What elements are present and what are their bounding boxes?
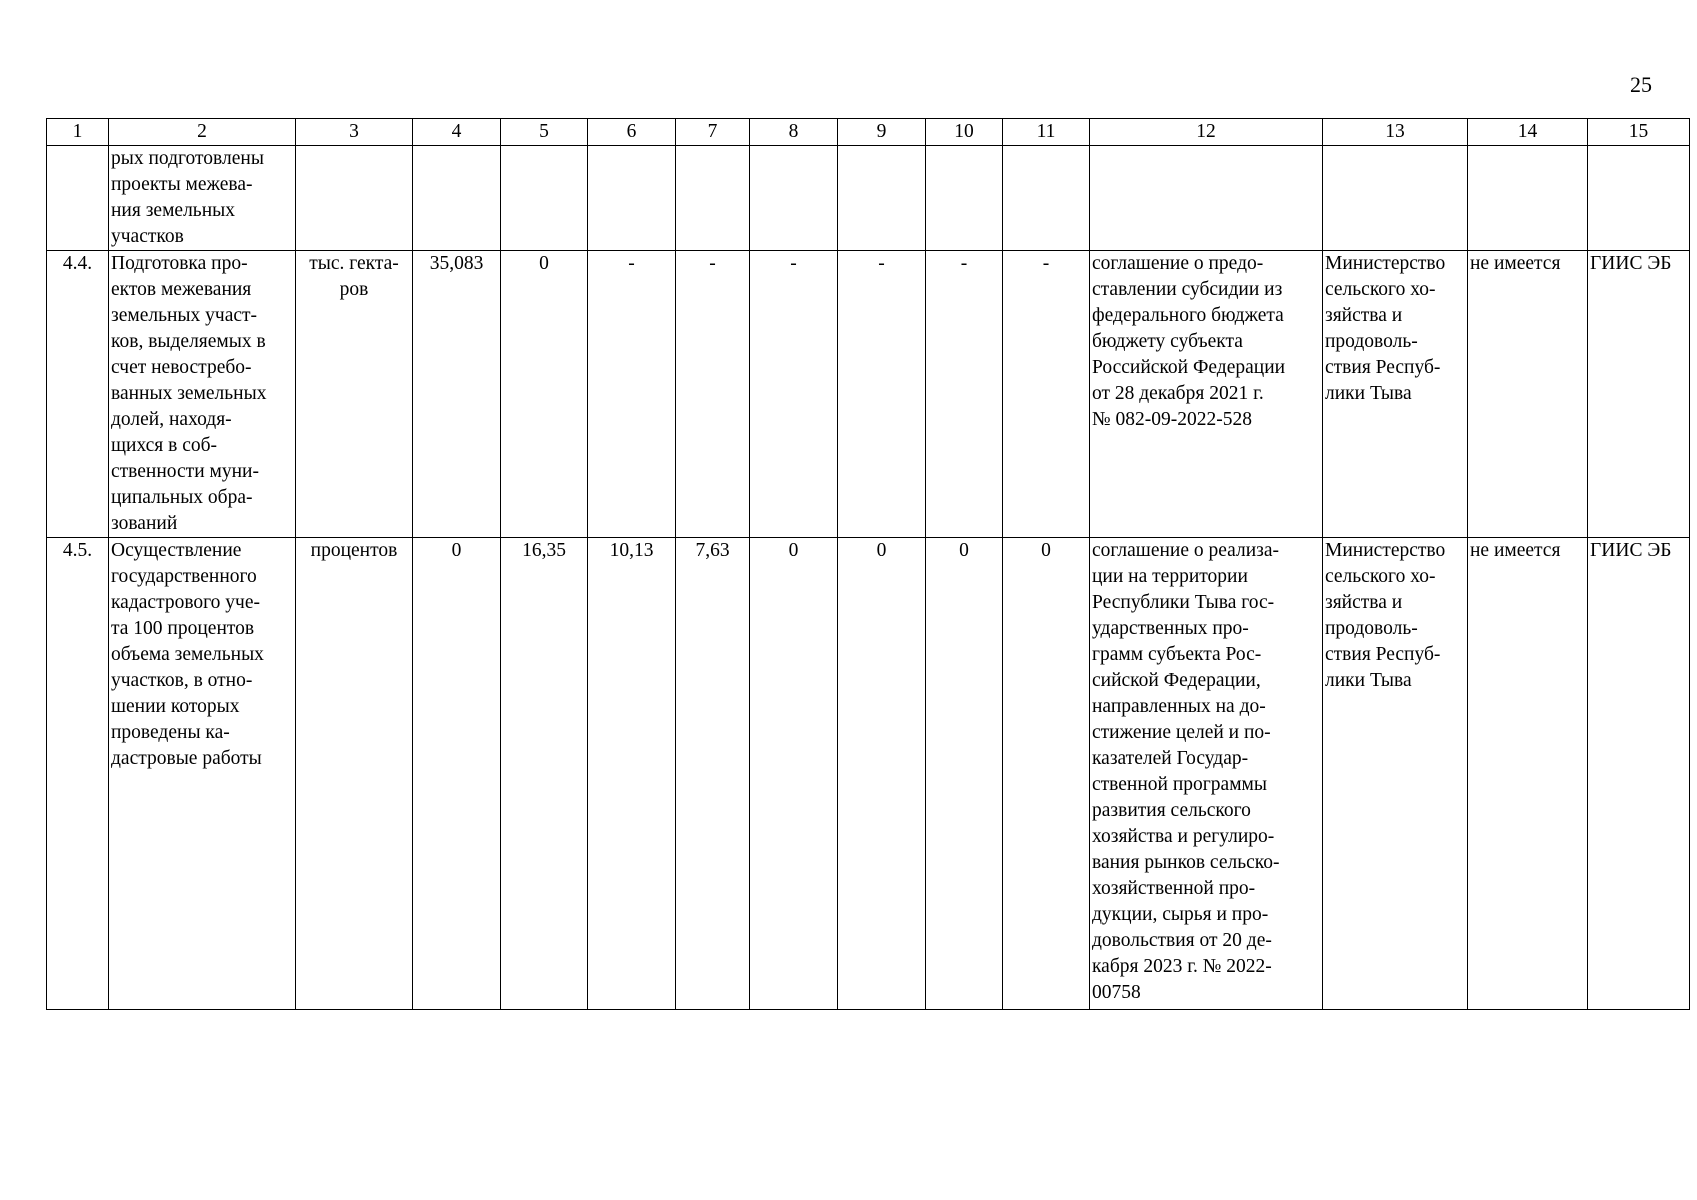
cell-line: участков	[111, 226, 184, 247]
page-number: 25	[1630, 72, 1652, 97]
cell-line: дукции, сырья и про-	[1092, 904, 1269, 925]
value-cell: -	[588, 251, 676, 538]
column-number: 1	[47, 119, 109, 146]
cell-line: зяйства и	[1325, 305, 1403, 326]
column-number: 6	[588, 119, 676, 146]
cell-line: щихся в соб-	[111, 435, 218, 456]
cell-line: Подготовка про-	[111, 253, 248, 274]
cell-line: направленных на до-	[1092, 696, 1266, 717]
cell-line: проведены ка-	[111, 722, 230, 743]
column-number: 7	[676, 119, 750, 146]
column-number: 11	[1003, 119, 1090, 146]
cell-line: 00758	[1092, 982, 1141, 1003]
cell-line: ствия Респуб-	[1325, 357, 1441, 378]
column-number: 9	[838, 119, 926, 146]
table-row	[47, 538, 1690, 1010]
cell-line: казателей Государ-	[1092, 748, 1249, 769]
document-basis	[1090, 251, 1323, 538]
indicator-name	[109, 146, 296, 251]
responsible-body	[1323, 538, 1468, 1010]
cell-line: земельных участ-	[111, 305, 258, 326]
column-number-row	[47, 119, 1690, 146]
value-cell	[413, 146, 501, 251]
cell-line: продоволь-	[1325, 618, 1418, 639]
cell-line: шении которых	[111, 696, 240, 717]
cell-line: долей, находя-	[111, 409, 232, 430]
value-cell	[926, 146, 1003, 251]
cell-line: проекты межева-	[111, 174, 253, 195]
cell-line: федерального бюджета	[1092, 305, 1284, 326]
cell-line: ципальных обра-	[111, 487, 253, 508]
cell-line: № 082-09-2022-528	[1092, 409, 1252, 430]
note-cell: не имеется	[1468, 538, 1588, 1010]
value-cell: 0	[838, 538, 926, 1010]
cell-line: хозяйства и регулиро-	[1092, 826, 1275, 847]
cell-line: процентов	[310, 540, 398, 561]
column-number: 2	[109, 119, 296, 146]
column-number: 5	[501, 119, 588, 146]
cell-line: ственной программы	[1092, 774, 1267, 795]
indicator-name	[109, 538, 296, 1010]
cell-line: рых подготовлены	[111, 148, 264, 169]
value-cell: 16,35	[501, 538, 588, 1010]
column-number: 8	[750, 119, 838, 146]
unit	[296, 538, 413, 1010]
unit	[296, 251, 413, 538]
document-basis	[1090, 146, 1323, 251]
cell-line: лики Тыва	[1325, 670, 1412, 691]
indicator-name	[109, 251, 296, 538]
cell-line: ния земельных	[111, 200, 235, 221]
table-row	[47, 146, 1690, 251]
cell-line: государственного	[111, 566, 257, 587]
cell-line: кабря 2023 г. № 2022-	[1092, 956, 1272, 977]
value-cell: 0	[750, 538, 838, 1010]
value-cell	[588, 146, 676, 251]
info-system: ГИИС ЭБ	[1588, 538, 1690, 1010]
value-cell	[838, 146, 926, 251]
cell-line: сельского хо-	[1325, 279, 1436, 300]
cell-line: зований	[111, 513, 178, 534]
table-row	[47, 251, 1690, 538]
value-cell: -	[838, 251, 926, 538]
unit	[296, 146, 413, 251]
value-cell: 0	[1003, 538, 1090, 1010]
column-number: 12	[1090, 119, 1323, 146]
column-number: 4	[413, 119, 501, 146]
cell-line: бюджету субъекта	[1092, 331, 1243, 352]
column-number: 10	[926, 119, 1003, 146]
cell-line: Республики Тыва гос-	[1092, 592, 1275, 613]
cell-line: Министерство	[1325, 540, 1446, 561]
cell-line: стижение целей и по-	[1092, 722, 1271, 743]
value-cell: 10,13	[588, 538, 676, 1010]
cell-line: хозяйственной про-	[1092, 878, 1256, 899]
value-cell: -	[750, 251, 838, 538]
cell-line: продоволь-	[1325, 331, 1418, 352]
cell-line: ставлении субсидии из	[1092, 279, 1283, 300]
value-cell: 7,63	[676, 538, 750, 1010]
info-system	[1588, 146, 1690, 251]
cell-line: сельского хо-	[1325, 566, 1436, 587]
cell-line: тыс. гекта-	[309, 253, 399, 274]
cell-line: ствия Респуб-	[1325, 644, 1441, 665]
column-number: 3	[296, 119, 413, 146]
note-cell: не имеется	[1468, 251, 1588, 538]
cell-line: ектов межевания	[111, 279, 252, 300]
cell-line: ции на территории	[1092, 566, 1248, 587]
cell-line: ственности муни-	[111, 461, 259, 482]
cell-line: Осуществление	[111, 540, 242, 561]
value-cell	[1003, 146, 1090, 251]
value-cell: 0	[413, 538, 501, 1010]
responsible-body	[1323, 146, 1468, 251]
cell-line: ударственных про-	[1092, 618, 1249, 639]
cell-line: вания рынков сельско-	[1092, 852, 1280, 873]
value-cell: 0	[501, 251, 588, 538]
cell-line: дастровые работы	[111, 748, 262, 769]
cell-line: объема земельных	[111, 644, 264, 665]
row-number: 4.4.	[47, 251, 109, 538]
value-cell: -	[676, 251, 750, 538]
row-number	[47, 146, 109, 251]
cell-line: счет невостребо-	[111, 357, 252, 378]
note-cell	[1468, 146, 1588, 251]
value-cell	[750, 146, 838, 251]
value-cell: 0	[926, 538, 1003, 1010]
cell-line: соглашение о реализа-	[1092, 540, 1279, 561]
value-cell	[501, 146, 588, 251]
cell-line: кадастрового уче-	[111, 592, 260, 613]
cell-line: та 100 процентов	[111, 618, 255, 639]
document-basis	[1090, 538, 1323, 1010]
cell-line: ванных земельных	[111, 383, 267, 404]
cell-line: сийской Федерации,	[1092, 670, 1261, 691]
value-cell: -	[1003, 251, 1090, 538]
cell-line: развития сельского	[1092, 800, 1251, 821]
cell-line: участков, в отно-	[111, 670, 253, 691]
value-cell	[676, 146, 750, 251]
value-cell: 35,083	[413, 251, 501, 538]
column-number: 13	[1323, 119, 1468, 146]
cell-line: ров	[339, 279, 369, 300]
cell-line: лики Тыва	[1325, 383, 1412, 404]
column-number: 14	[1468, 119, 1588, 146]
cell-line: ков, выделяемых в	[111, 331, 266, 352]
responsible-body	[1323, 251, 1468, 538]
column-number: 15	[1588, 119, 1690, 146]
cell-line: зяйства и	[1325, 592, 1403, 613]
cell-line: довольствия от 20 де-	[1092, 930, 1272, 951]
cell-line: соглашение о предо-	[1092, 253, 1264, 274]
indicators-table	[46, 118, 1690, 1010]
cell-line: Министерство	[1325, 253, 1446, 274]
cell-line: Российской Федерации	[1092, 357, 1286, 378]
value-cell: -	[926, 251, 1003, 538]
info-system: ГИИС ЭБ	[1588, 251, 1690, 538]
row-number: 4.5.	[47, 538, 109, 1010]
cell-line: грамм субъекта Рос-	[1092, 644, 1262, 665]
cell-line: от 28 декабря 2021 г.	[1092, 383, 1264, 404]
